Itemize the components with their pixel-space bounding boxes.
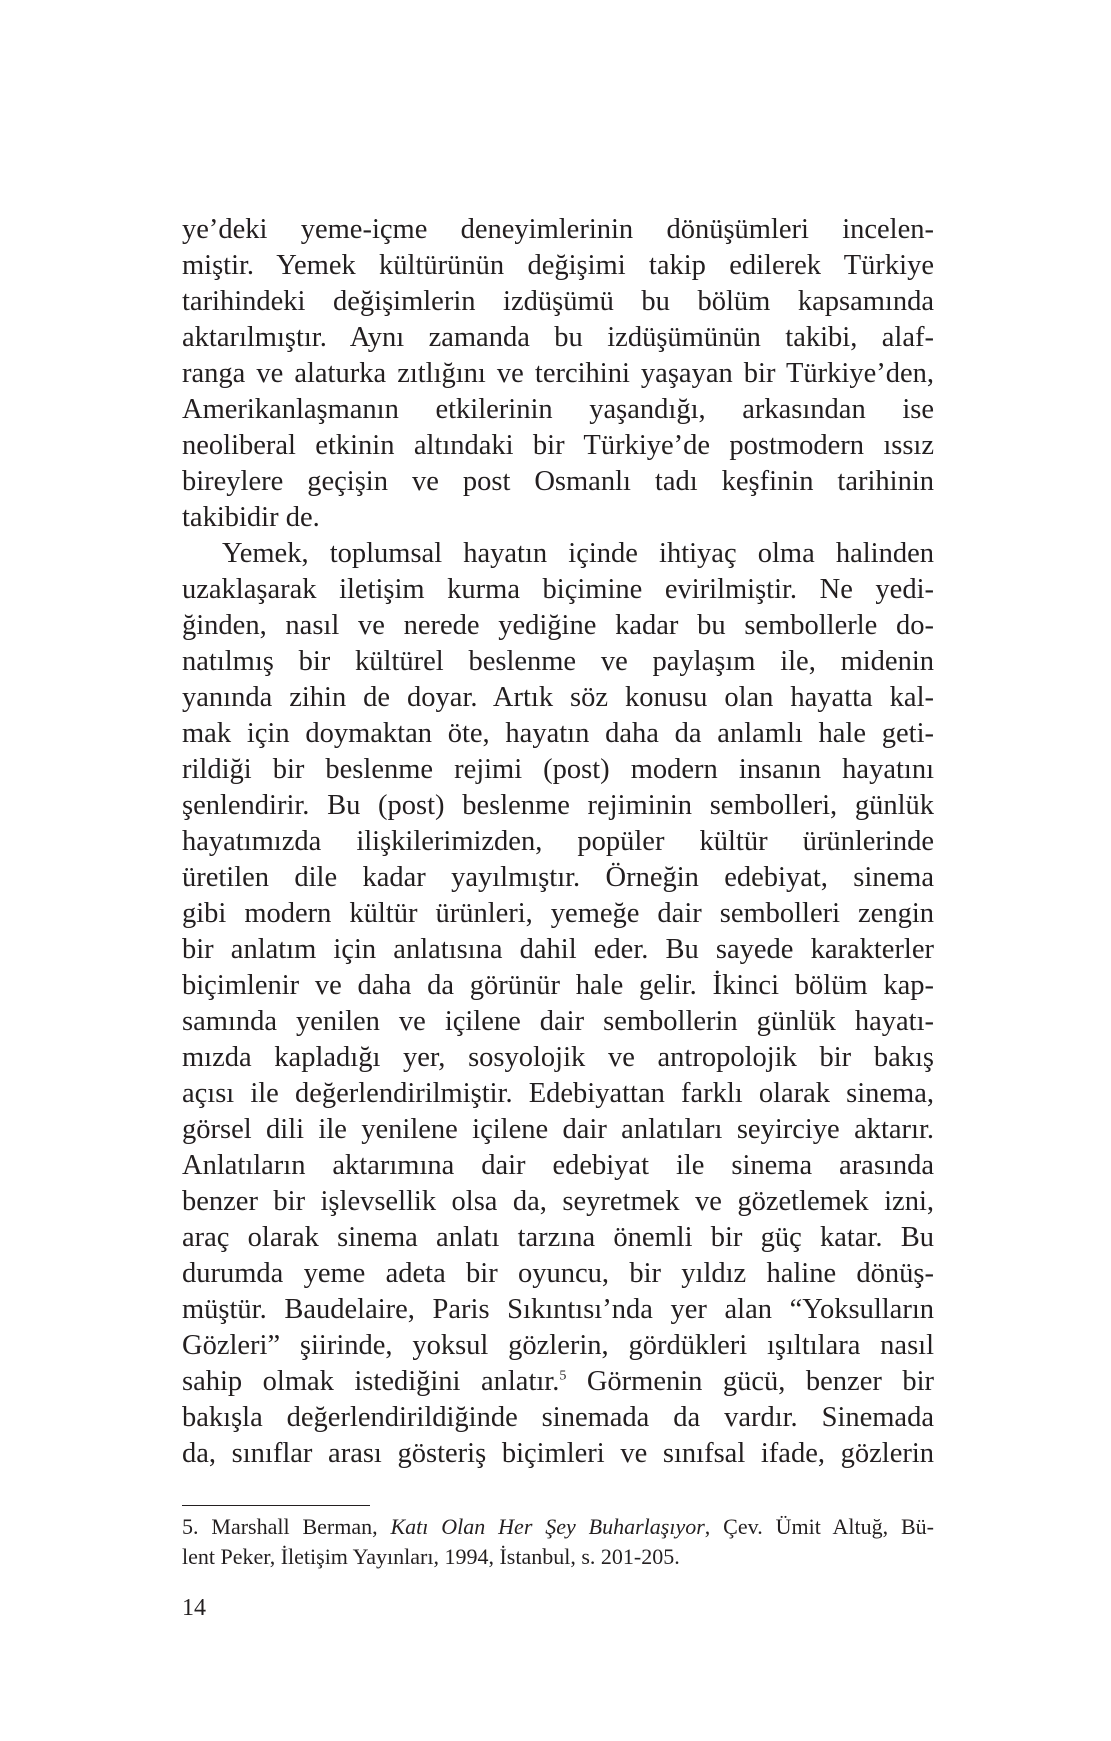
text-line: Anlatıların aktarımına dair edebiyat ile sinema arasında [182,1150,934,1181]
text-line: aktarılmıştır. Aynı zamanda bu izdüşümünün takibi, alaf- [182,322,934,353]
text-line: araç olarak sinema anlatı tarzına önemli bir güç katar. Bu [182,1222,934,1253]
text-line: müştür. Baudelaire, Paris Sıkıntısı’nda yer alan “Yoksulların [182,1294,934,1325]
text-line: tarihindeki değişimlerin izdüşümü bu bölüm kapsamında [182,286,934,317]
text-line: durumda yeme adeta bir oyuncu, bir yıldız haline dönüş- [182,1258,934,1289]
text-line: Amerikanlaşmanın etkilerinin yaşandığı, arkasından ise [182,394,934,425]
text-line: görsel dili ile yenilene içilene dair anlatıları seyirciye aktarır. [182,1114,934,1145]
text-line: miştir. Yemek kültürünün değişimi takip edilerek Türkiye [182,250,934,281]
footnote-line [182,1512,934,1542]
text-segment: Görmenin gücü, benzer bir [566,1366,934,1397]
text-line: bir anlatım için anlatısına dahil eder. Bu sayede karakterler [182,934,934,965]
text-line: üretilen dile kadar yayılmıştır. Örneğin edebiyat, sinema [182,862,934,893]
text-line: uzaklaşarak iletişim kurma biçimine evirilmiştir. Ne yedi- [182,574,934,605]
footnote-divider [182,1505,370,1506]
text-line: yanında zihin de doyar. Artık söz konusu olan hayatta kal- [182,682,934,713]
footnote-line: lent Peker, İletişim Yayınları, 1994, İstanbul, s. 201-205. [182,1544,680,1569]
text-line: natılmış bir kültürel beslenme ve paylaşım ile, midenin [182,646,934,677]
text-line: samında yenilen ve içilene dair sembollerin günlük hayatı- [182,1006,934,1037]
footnote-reference[interactable]: 5 [559,1368,567,1384]
text-line: biçimlenir ve daha da görünür hale gelir. İkinci bölüm kap- [182,970,934,1001]
text-line: bireylere geçişin ve post Osmanlı tadı keşfinin tarihinin [182,466,934,497]
paragraph-start-line: Yemek, toplumsal hayatın içinde ihtiyaç olma halinden [222,538,934,569]
text-line: ranga ve alaturka zıtlığını ve tercihini yaşayan bir Türkiye’den, [182,358,934,389]
footnote-author: Marshall Berman, [198,1514,391,1539]
text-line-with-footnote-ref [182,1364,934,1400]
footnote-details: , Çev. Ümit Altuğ, Bü- [704,1514,934,1539]
text-line: takibidir de. [182,502,320,533]
text-line: açısı ile değerlendirilmiştir. Edebiyattan farklı olarak sinema, [182,1078,934,1109]
text-line: hayatımızda ilişkilerimizden, popüler kültür ürünlerinde [182,826,934,857]
text-line: ğinden, nasıl ve nerede yediğine kadar bu sembollerle do- [182,610,934,641]
text-segment: sahip olmak istediğini anlatır. [182,1366,560,1397]
text-line: ye’deki yeme-içme deneyimlerinin dönüşümleri incelen- [182,214,934,245]
page-number: 14 [182,1595,206,1621]
text-line: da, sınıflar arası gösteriş biçimleri ve sınıfsal ifade, gözlerin [182,1438,934,1469]
text-line: mak için doymaktan öte, hayatın daha da anlamlı hale geti- [182,718,934,749]
body-text [182,212,934,1472]
text-line: bakışla değerlendirildiğinde sinemada da vardır. Sinemada [182,1402,934,1433]
footnote-number: 5. [182,1514,199,1539]
text-line: gibi modern kültür ürünleri, yemeğe dair sembolleri zengin [182,898,934,929]
text-line: benzer bir işlevsellik olsa da, seyretmek ve gözetlemek izni, [182,1186,934,1217]
footnote-book-title: Katı Olan Her Şey Buharlaşıyor [390,1514,705,1539]
text-line: neoliberal etkinin altındaki bir Türkiye’de postmodern ıssız [182,430,934,461]
footnote [182,1512,934,1572]
text-line: mızda kapladığı yer, sosyolojik ve antropolojik bir bakış [182,1042,934,1073]
text-line: şenlendirir. Bu (post) beslenme rejiminin sembolleri, günlük [182,790,934,821]
text-line: Gözleri” şiirinde, yoksul gözlerin, gördükleri ışıltılara nasıl [182,1330,934,1361]
text-line: rildiği bir beslenme rejimi (post) modern insanın hayatını [182,754,934,785]
